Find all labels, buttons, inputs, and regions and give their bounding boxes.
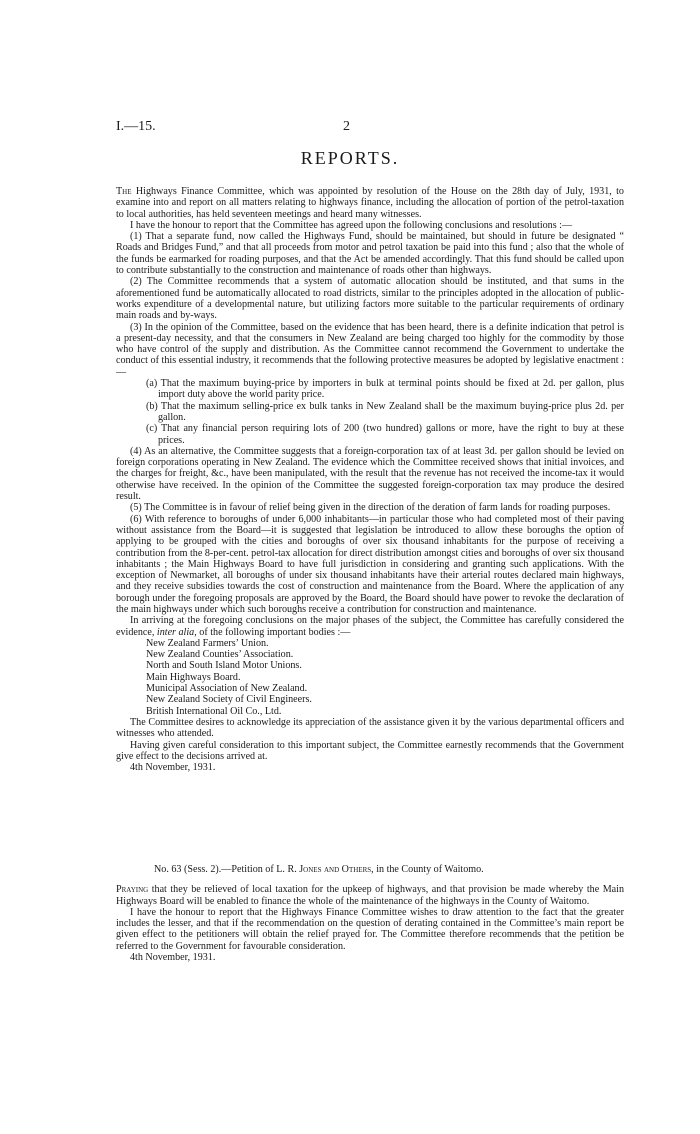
resolution-4: (4) As an alternative, the Committee suggests that a foreign-corporation tax of at least 3d. per gallon should be levied on foreign corporations operating in New Zealand. The evidence which the Committee received shows that initial invoices, and the charges for freight, &c., have been manipulated, with the result that the revenue has not received the income-tax it would otherwise have received. In the opinion of the Committee the suggested foreign-corporation tax may produce the desired result. [116, 445, 624, 503]
arriving-text: In arriving at the foregoing conclusions on the major phases of the subject, the Committee has carefully considered the evidence, [116, 615, 624, 638]
page-header [116, 119, 624, 137]
praying-text: that they be relieved of local taxation for the upkeep of highways, and that provision be made whereby the Main Highways Board will be enabled to finance the whole of the maintenance of the highways in the County of Waitomo. [116, 884, 624, 907]
report-date: 4th November, 1931. [130, 762, 216, 774]
body-item: Main Highways Board. [146, 671, 241, 683]
resolution-3b: (b) That the maximum selling-price ex bulk tanks in New Zealand shall be the maximum buying-price plus 2d. per gallon. [146, 400, 624, 423]
resolution-3: (3) In the opinion of the Committee, based on the evidence that has been heard, there is a definite indication that petrol is a present-day necessity, and that the consumers in New Zealand are being charged too highly for the commodity by those who have control of the supply and distribution. As the Committee cannot recommend the Government to undertake the conduct of this essential industry, it recommends that the following protective measures be adopted by legislative enactment :— [116, 321, 624, 378]
body-item: North and South Island Motor Unions. [146, 660, 302, 672]
body-item: Municipal Association of New Zealand. [146, 683, 308, 695]
highways-finance-report [116, 186, 624, 773]
paper-reference: I.—15. [116, 119, 156, 134]
spacer [116, 875, 624, 884]
praying-lead: Praying [116, 884, 149, 896]
resolution-3a: (a) That the maximum buying-price by importers in bulk at terminal points should be fixed at 2d. per gallon, plus import duty above the world parity price. [146, 378, 624, 401]
intro-text: Highways Finance Committee, which was appointed by resolution of the House on the 28th day of July, 1931, to examine into and report on all matters relating to highways finance, including the allocation of portion of the petrol-taxation to local authorities, has held seventeen meetings and heard many witnesses. [116, 186, 624, 220]
petition-report [116, 864, 624, 963]
report-intro [116, 186, 624, 220]
page-number: 2 [343, 119, 350, 134]
resolution-2: (2) The Committee recommends that a system of automatic allocation should be instituted, and that sums in the aforementioned fund be automatically allocated to road districts, similar to the principles adopted in the allocation of public-works expenditure of a developmental nature, but utilizing factors more suitable to the particular requirements of ordinary main roads and by-ways. [116, 276, 624, 322]
petitioner-name: L. R. Jones and Others, [276, 864, 374, 875]
resolution-5: (5) The Committee is in favour of relief being given in the direction of the deration of farm lands for roading purposes. [130, 502, 611, 514]
petition-honour-paragraph: I have the honour to report that the Highways Finance Committee wishes to draw attention to the fact that the greater includes the lesser, and that if the recommendation on the question of derating contained in the Committee’s main report be given effect to the petitioners will obtain the relief prayed for. The Committee therefore recommends that the petition be referred to the Government for favourable consideration. [116, 906, 624, 952]
praying-paragraph [116, 884, 624, 907]
resolution-3c: (c) That any financial person requiring lots of 200 (two hundred) gallons or more, have the right to buy at these prices. [146, 423, 624, 446]
inter-alia: inter alia, [156, 626, 197, 638]
body-item: New Zealand Farmers’ Union. [146, 637, 269, 649]
petition-heading [116, 864, 624, 875]
bodies-list [116, 638, 624, 717]
body-item: British International Oil Co., Ltd. [146, 705, 282, 717]
body-item: New Zealand Counties’ Association. [146, 649, 294, 661]
intro-lead: The [116, 186, 132, 197]
acknowledgement-paragraph: The Committee desires to acknowledge its appreciation of the assistance given it by the various departmental officers and witnesses who attended. [116, 716, 624, 740]
resolution-1: (1) That a separate fund, now called the Highways Fund, should be maintained, but should in future be designated “ Roads and Bridges Fund,” and that all proceeds from motor and petrol taxation be paid into this fund ; also that the whole of the funds be earmarked for roading purposes, and that the Act be amended accordingly. That this fund should be called upon to contribute substantially to the construction and maintenance of roads other than highways. [116, 231, 624, 277]
arriving-paragraph [116, 615, 624, 638]
petition-number: No. 63 (Sess. 2).—Petition of [154, 864, 274, 875]
recommendation-paragraph: Having given careful consideration to this important subject, the Committee earnestly recommends that the Government give effect to the decisions arrived at. [116, 739, 624, 762]
body-item: New Zealand Society of Civil Engineers. [146, 694, 312, 706]
resolution-6: (6) With reference to boroughs of under 6,000 inhabitants—in particular those who had completed most of their paving without assistance from the Board—it is suggested that legislation be introduced to allow these boroughs the option of applying to be grouped with the cities and boroughs of over six thousand inhabitants for the purpose of receiving a contribution from the 8-per-cent. petrol-tax allocation for direct distribution amongst cities and boroughs of over six thousand inhabitants ; the Main Highways Board to have full jurisdiction in considering and granting such applications. With the exception of Newmarket, all boroughs of under six thousand inhabitants have their arterial routes declared main highways, and they receive subsidies towards the cost of construction and maintenance from the Board. Where the application of any borough under the foregoing proposals are approved by the Board, the Board should have power to revoke the declaration of the main highways under which such boroughs receive a contribution for construction and maintenance. [116, 513, 625, 615]
arriving-tail: of the following important bodies :— [199, 626, 351, 638]
petition-location: in the County of Waitomo. [376, 864, 484, 875]
page-title: REPORTS. [300, 148, 400, 168]
petition-date: 4th November, 1931. [130, 952, 216, 964]
honour-paragraph: I have the honour to report that the Committee has agreed upon the following conclusions and resolutions :— [130, 219, 573, 231]
